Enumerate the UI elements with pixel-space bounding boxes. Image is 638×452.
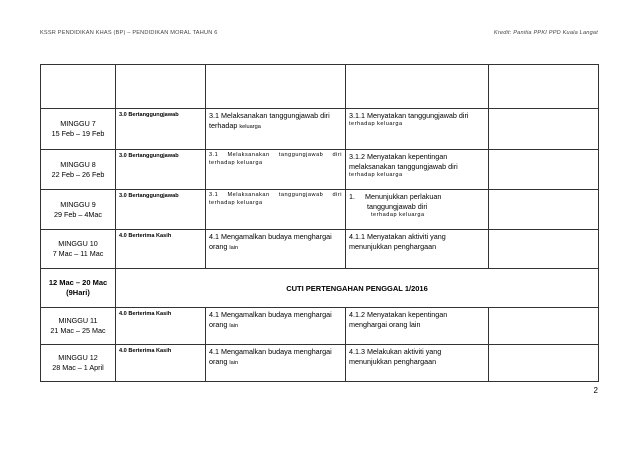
theme-cell bbox=[116, 230, 206, 269]
theme-label: 4.0 Berterima Kasih bbox=[119, 311, 172, 317]
holiday-days: (9Hari) bbox=[66, 288, 90, 297]
standard-content-suffix: lain bbox=[229, 323, 239, 329]
holiday-label-cell bbox=[116, 269, 599, 308]
holiday-label: CUTI PERTENGAHAN PENGGAL 1/2016 bbox=[286, 283, 428, 293]
standard-content: 4.1 Mengamalkan budaya menghargai orang bbox=[209, 310, 332, 329]
theme-label: 4.0 Berterima Kasih bbox=[119, 348, 172, 354]
holiday-dates: 12 Mac – 20 Mac bbox=[48, 278, 108, 287]
learning-standard-line2: tanggungjawab diri bbox=[367, 202, 428, 211]
standard-content: 4.1 Mengamalkan budaya menghargai orang bbox=[209, 232, 332, 251]
table-row bbox=[41, 109, 599, 150]
learning-standard: Menunjukkan perlakuan bbox=[365, 192, 442, 201]
table-row bbox=[41, 190, 599, 230]
learning-standard-cell bbox=[346, 109, 489, 150]
empty-cell bbox=[489, 65, 599, 109]
learning-standard-cell bbox=[346, 230, 489, 269]
learning-standard: 4.1.1 Menyatakan aktiviti yang menunjukkan penghargaan bbox=[349, 232, 446, 251]
notes-cell bbox=[489, 109, 599, 150]
learning-standard-suffix: terhadap keluarga bbox=[349, 121, 403, 127]
yearly-plan-table bbox=[40, 64, 599, 382]
theme-label: 3.0 Bertanggungjawab bbox=[119, 112, 179, 118]
header-left: KSSR PENDIDIKAN KHAS (BP) – PENDIDIKAN MORAL TAHUN 6 bbox=[40, 30, 218, 36]
theme-cell bbox=[116, 345, 206, 382]
week-cell bbox=[41, 230, 116, 269]
week-label: MINGGU 12 bbox=[58, 353, 98, 362]
week-label: MINGGU 8 bbox=[60, 159, 96, 169]
week-dates: 15 Feb – 19 Feb bbox=[51, 129, 105, 138]
learning-standard: 4.1.3 Melakukan aktiviti yang menunjukkan penghargaan bbox=[349, 347, 442, 366]
week-dates: 21 Mac – 25 Mac bbox=[50, 326, 106, 335]
notes-cell bbox=[489, 230, 599, 269]
theme-label: 4.0 Berterima Kasih bbox=[119, 233, 172, 239]
theme-cell bbox=[116, 150, 206, 190]
holiday-row bbox=[41, 269, 599, 308]
standard-content-cell bbox=[206, 190, 346, 230]
week-label: MINGGU 11 bbox=[58, 316, 98, 325]
holiday-week-cell bbox=[41, 269, 116, 308]
table-row bbox=[41, 345, 599, 382]
standard-content-suffix: lain bbox=[229, 245, 239, 251]
learning-standard: 4.1.2 Menyatakan kepentingan menghargai orang lain bbox=[349, 310, 448, 329]
standard-content-suffix: keluarga bbox=[239, 124, 261, 130]
theme-cell bbox=[116, 109, 206, 150]
week-cell bbox=[41, 109, 116, 150]
table-row bbox=[41, 230, 599, 269]
learning-standard-suffix: terhadap keluarga bbox=[349, 172, 403, 178]
week-cell bbox=[41, 345, 116, 382]
learning-standard-cell bbox=[346, 190, 489, 230]
standard-content-suffix: lain bbox=[229, 360, 239, 366]
learning-standard-cell bbox=[346, 150, 489, 190]
week-dates: 7 Mac – 11 Mac bbox=[52, 249, 104, 258]
week-dates: 29 Feb – 4Mac bbox=[54, 209, 102, 219]
empty-cell bbox=[41, 65, 116, 109]
table-row bbox=[41, 308, 599, 345]
standard-content-cell bbox=[206, 345, 346, 382]
theme-cell bbox=[116, 190, 206, 230]
standard-content: 4.1 Mengamalkan budaya menghargai orang bbox=[209, 347, 332, 366]
learning-standard-cell bbox=[346, 308, 489, 345]
week-cell bbox=[41, 190, 116, 230]
notes-cell bbox=[489, 150, 599, 190]
header-row-empty bbox=[41, 65, 599, 109]
theme-label: 3.0 Bertanggungjawab bbox=[119, 153, 179, 159]
standard-content-cell bbox=[206, 308, 346, 345]
learning-standard: 3.1.2 Menyatakan kepentingan melaksanakan tanggungjawab diri bbox=[349, 152, 458, 171]
theme-label: 3.0 Bertanggungjawab bbox=[119, 193, 179, 199]
learning-standard: 3.1.1 Menyatakan tanggungjawab diri bbox=[349, 111, 469, 120]
empty-cell bbox=[346, 65, 489, 109]
week-label: MINGGU 7 bbox=[60, 119, 96, 128]
week-label: MINGGU 9 bbox=[60, 199, 96, 209]
week-cell bbox=[41, 308, 116, 345]
week-dates: 22 Feb – 26 Feb bbox=[51, 169, 105, 179]
standard-content: 3.1 Melaksanakan tanggungjawab diri terhadap bbox=[209, 111, 330, 130]
table-row bbox=[41, 150, 599, 190]
standard-content-cell bbox=[206, 230, 346, 269]
standard-content: 3.1 Melaksanakan tanggungjawab diri terhadap keluarga bbox=[209, 192, 342, 206]
theme-cell bbox=[116, 308, 206, 345]
standard-content: 3.1 Melaksanakan tanggungjawab diri terhadap keluarga bbox=[209, 152, 342, 166]
week-dates: 28 Mac – 1 April bbox=[52, 363, 104, 372]
notes-cell bbox=[489, 308, 599, 345]
page-number: 2 bbox=[593, 386, 598, 395]
empty-cell bbox=[116, 65, 206, 109]
empty-cell bbox=[206, 65, 346, 109]
list-number: 1. bbox=[349, 192, 355, 201]
header-right: Kredit: Panitia PPKI PPD Kuala Langat bbox=[493, 30, 598, 36]
learning-standard-suffix: terhadap keluarga bbox=[371, 212, 425, 218]
notes-cell bbox=[489, 345, 599, 382]
week-cell bbox=[41, 150, 116, 190]
week-label: MINGGU 10 bbox=[58, 239, 98, 248]
learning-standard-cell bbox=[346, 345, 489, 382]
notes-cell bbox=[489, 190, 599, 230]
standard-content-cell bbox=[206, 150, 346, 190]
standard-content-cell bbox=[206, 109, 346, 150]
